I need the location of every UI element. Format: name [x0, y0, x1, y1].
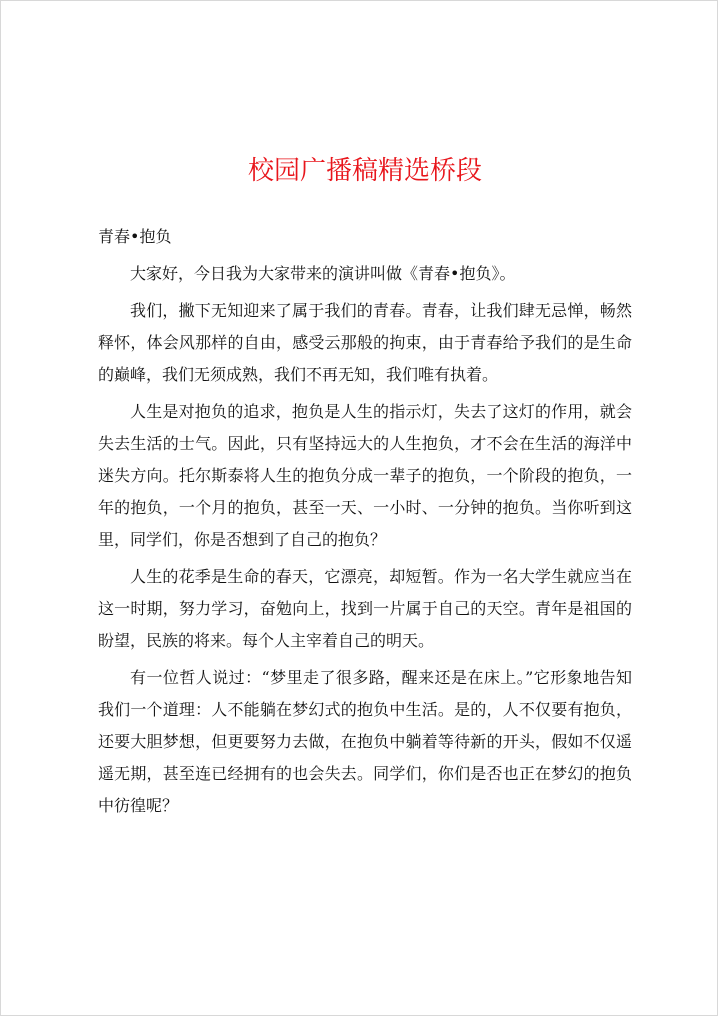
paragraph-spring: 人生的花季是生命的春天，它漂亮，却短暂。作为一名大学生就应当在这一时期，努力学习，奋勉向上，找到一片属于自己的天空。青年是祖国的盼望，民族的将来。每个人主宰着自己的明天。 [98, 567, 632, 650]
paragraph-greeting: 大家好，今日我为大家带来的演讲叫做《青春•抱负》。 [130, 264, 516, 283]
document-body [98, 151, 632, 827]
section-heading: 青春•抱负 [98, 227, 172, 246]
paragraph-youth: 我们，撇下无知迎来了属于我们的青春。青春，让我们肆无忌惮，畅然释怀，体会风那样的自由，感受云那般的拘束，由于青春给予我们的是生命的巅峰，我们无须成熟，我们不再无知，我们唯有执着。 [98, 301, 632, 384]
paragraph-dream: 有一位哲人说过：“梦里走了很多路，醒来还是在床上。”它形象地告知我们一个道理：人不能躺在梦幻式的抱负中生活。是的，人不仅要有抱负，还要大胆梦想，但更要努力去做，在抱负中躺着等待新的开头，假如不仅遥遥无期，甚至连已经拥有的也会失去。同学们，你们是否也正在梦幻的抱负中彷徨呢？ [98, 668, 632, 815]
paragraph-ambition: 人生是对抱负的追求，抱负是人生的指示灯，失去了这灯的作用，就会失去生活的士气。因此，只有坚持远大的人生抱负，才不会在生活的海洋中迷失方向。托尔斯泰将人生的抱负分成一辈子的抱负，一个阶段的抱负，一年的抱负，一个月的抱负，甚至一天、一小时、一分钟的抱负。当你听到这里，同学们，你是否想到了自己的抱负？ [98, 402, 632, 549]
page-title: 校园广播稿精选桥段 [247, 156, 482, 186]
